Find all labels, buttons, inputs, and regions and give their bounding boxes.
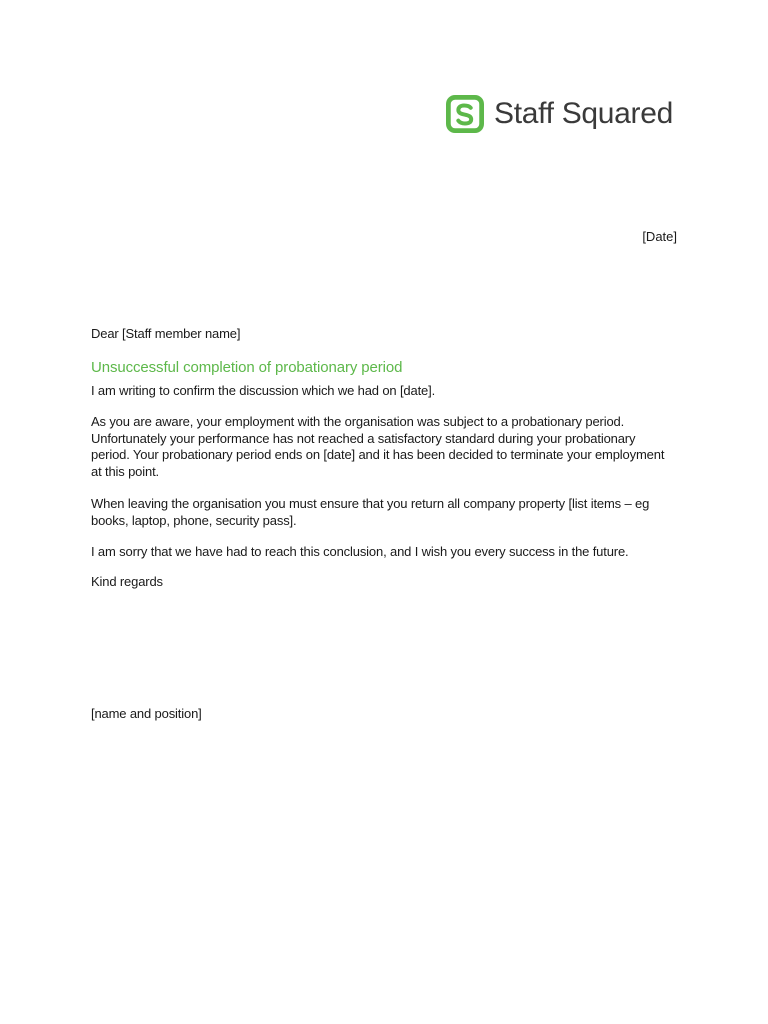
- signature-placeholder: [name and position]: [91, 706, 202, 721]
- paragraph-3-line: books, laptop, phone, security pass].: [91, 512, 297, 528]
- paragraph-2-line: As you are aware, your employment with the organisation was subject to a probationary period.: [91, 414, 625, 429]
- greeting: Dear [Staff member name]: [91, 326, 241, 341]
- paragraph-3-line: When leaving the organisation you must ensure that you return all company property [list items – eg: [91, 496, 650, 511]
- paragraph-2-line: Unfortunately your performance has not reached a satisfactory standard during your probationary: [91, 430, 636, 446]
- paragraph-3: [91, 496, 691, 529]
- paragraph-4: I am sorry that we have had to reach this conclusion, and I wish you every success in the future.: [91, 544, 629, 559]
- logo-text: Staff Squared: [494, 97, 674, 130]
- letter-heading: Unsuccessful completion of probationary period: [91, 359, 403, 376]
- paragraph-2: [91, 414, 691, 480]
- paragraph-1: I am writing to confirm the discussion which we had on [date].: [91, 383, 436, 398]
- staff-squared-logo: [446, 92, 673, 136]
- letter-date: [Date]: [642, 229, 677, 244]
- paragraph-2-line: period. Your probationary period ends on [date] and it has been decided to terminate your employment: [91, 447, 665, 462]
- s-square-icon: [446, 95, 484, 133]
- closing: Kind regards: [91, 574, 163, 589]
- paragraph-2-line: at this point.: [91, 463, 159, 479]
